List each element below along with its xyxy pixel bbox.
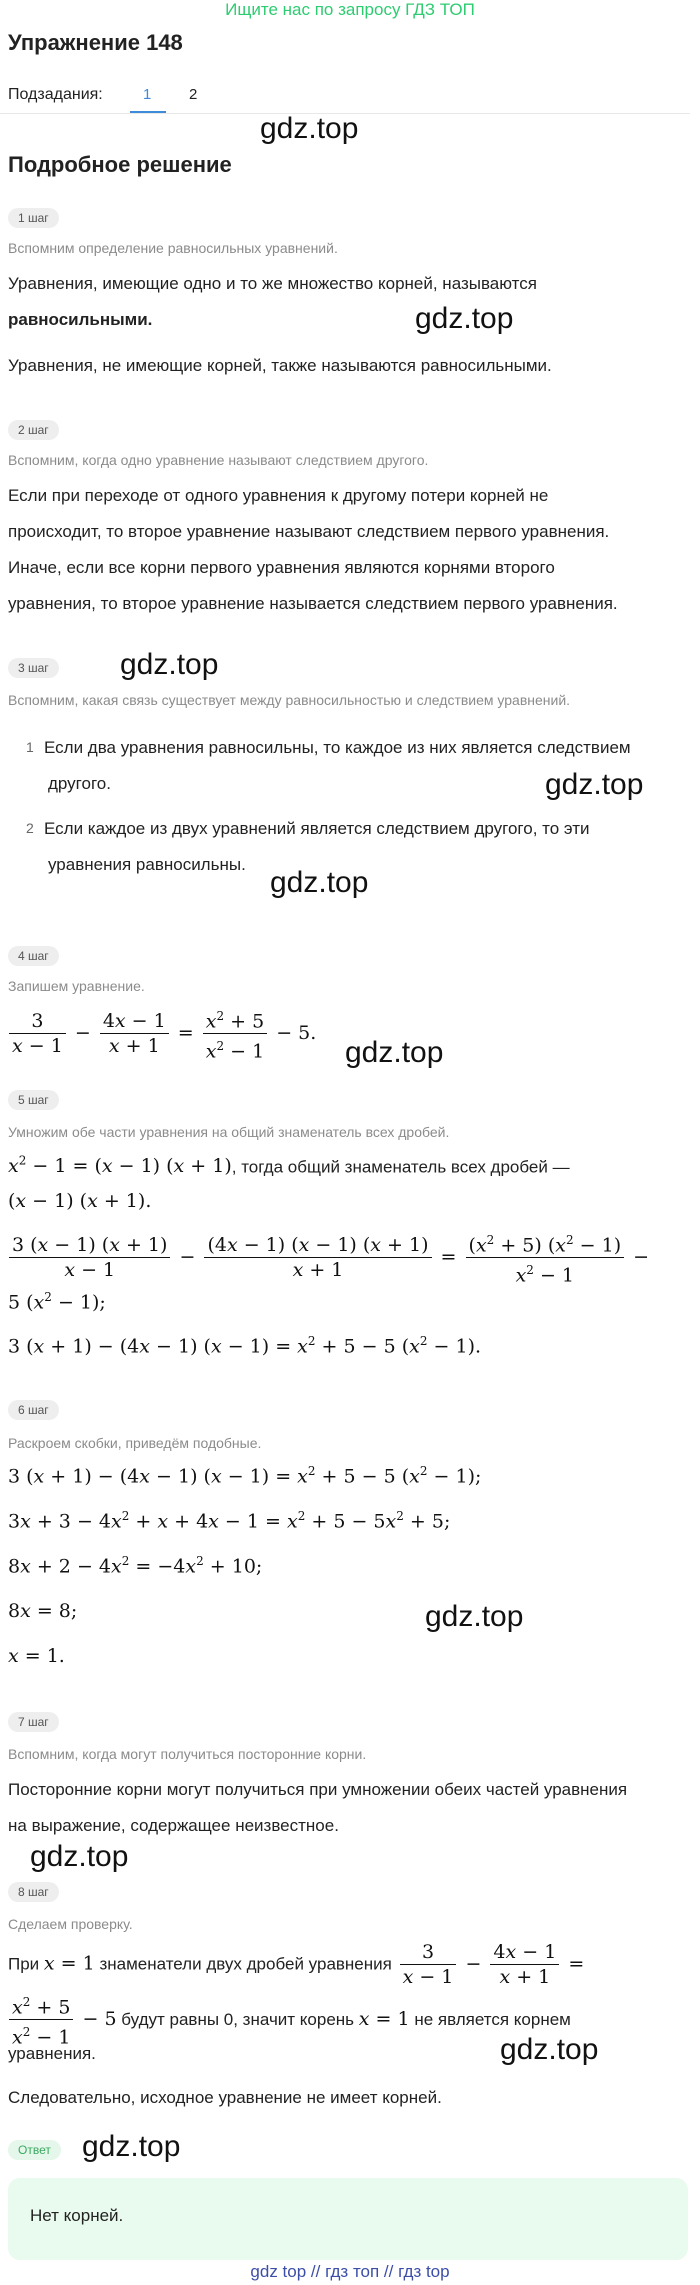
step-3-badge: 3 шаг — [8, 658, 59, 678]
watermark: gdz.top — [82, 2130, 181, 2163]
watermark: gdz.top — [120, 648, 219, 681]
math-line: $3x + 3 - 4x^2 + x + 4x - 1 = x^2 + 5 - 5x^2 + 5$; — [8, 1509, 451, 1533]
step-3-hint: Вспомним, какая связь существует между равносильностью и следствием уравнений. — [8, 692, 571, 708]
step-5-text: $x^2 - 1 = (x - 1) (x + 1)$, тогда общий знаменатель всех дробей — — [8, 1154, 570, 1178]
step-1-text: Уравнения, не имеющие корней, также называются равносильными. — [8, 356, 552, 375]
step-1-term: равносильными. — [8, 310, 153, 329]
math-line: 3 (x + 1) − (4x − 1) $(x - 1) = x^2 + 5 - 5$ $(x^2 - 1)$. — [8, 1334, 482, 1358]
watermark: gdz.top — [30, 1840, 129, 1873]
equation: $\frac{3}{x - 1}$ − $\frac{4x - 1}{x + 1}$ = $\frac{x^2 + 5}{x^2 - 1}$ − 5. — [6, 1004, 316, 1064]
step-7-text: на выражение, содержащее неизвестное. — [8, 1816, 339, 1835]
step-4-badge: 4 шаг — [8, 946, 59, 966]
list-item-number: 1 — [26, 739, 34, 755]
page-title: Упражнение 148 — [8, 30, 183, 55]
math-line: (x − 1) (x + 1). — [8, 1190, 152, 1212]
step-4-hint: Запишем уравнение. — [8, 978, 145, 994]
step-5-badge: 5 шаг — [8, 1090, 59, 1110]
step-6-badge: 6 шаг — [8, 1400, 59, 1420]
math-line: 3 (x + 1) − (4x − 1) $(x - 1) = x^2 + 5 - 5$ $(x^2 - 1)$; — [8, 1464, 482, 1488]
list-item-text: Если два уравнения равносильны, то каждое из них является следствием — [44, 738, 631, 757]
watermark: gdz.top — [345, 1036, 444, 1069]
step-8-text: уравнения. — [8, 2044, 96, 2063]
watermark: gdz.top — [415, 302, 514, 335]
step-7-text: Посторонние корни могут получиться при умножении обеих частей уравнения — [8, 1780, 628, 1799]
equation: $\frac{3 (x - 1) (x + 1)}{x - 1}$ − $\frac{(4x - 1) (x - 1) (x + 1)}{x + 1}$ = $\frac{(x^2 + 5) (x^2 - 1)}{x^2 - 1}$ − — [6, 1228, 649, 1288]
math-line: 5 $(x^2 - 1)$; — [8, 1290, 106, 1314]
watermark: gdz.top — [425, 1600, 524, 1633]
step-7-hint: Вспомним, когда могут получиться посторонние корни. — [8, 1746, 367, 1762]
tab-subtask-2[interactable]: 2 — [189, 86, 198, 103]
watermark: gdz.top — [260, 112, 359, 145]
math-line: $8x + 2 - 4x^2 = -4x^2 + 10$; — [8, 1554, 263, 1578]
answer-badge: Ответ — [8, 2140, 61, 2160]
watermark: gdz.top — [270, 866, 369, 899]
watermark: gdz.top — [500, 2033, 599, 2066]
check-line: $\frac{x^2 + 5}{x^2 - 1}$ − 5 будут равны 0, значит корень x = 1 не является корнем — [6, 1990, 571, 2050]
search-banner[interactable]: Ищите нас по запросу ГДЗ ТОП — [225, 0, 475, 19]
step-2-badge: 2 шаг — [8, 420, 59, 440]
list-item-text: другого. — [48, 774, 111, 793]
answer-text: Нет корней. — [30, 2206, 124, 2225]
step-2-text: происходит, то второе уравнение называют следствием первого уравнения. — [8, 522, 610, 541]
section-title: Подробное решение — [8, 152, 232, 177]
active-tab-indicator — [130, 111, 166, 113]
step-1-hint: Вспомним определение равносильных уравнений. — [8, 240, 338, 256]
list-item-text: Если каждое из двух уравнений является следствием другого, то эти — [44, 819, 590, 838]
math-line: 8x = 8; — [8, 1600, 78, 1622]
list-item-number: 2 — [26, 820, 34, 836]
step-1-badge: 1 шаг — [8, 208, 59, 228]
step-2-hint: Вспомним, когда одно уравнение называют следствием другого. — [8, 452, 429, 468]
step-6-hint: Раскроем скобки, приведём подобные. — [8, 1435, 262, 1451]
step-5-hint: Умножим обе части уравнения на общий знаменатель всех дробей. — [8, 1124, 450, 1140]
step-8-conclusion: Следовательно, исходное уравнение не имеет корней. — [8, 2088, 442, 2107]
list-item-text: уравнения равносильны. — [48, 855, 246, 874]
step-2-text: Если при переходе от одного уравнения к другому потери корней не — [8, 486, 549, 505]
check-line: При x = 1 знаменатели двух дробей уравнения $\frac{3}{x - 1}$ − $\frac{4x - 1}{x + 1}$ = — [8, 1941, 585, 1988]
tab-subtask-1[interactable]: 1 — [143, 86, 152, 103]
watermark: gdz.top — [545, 768, 644, 801]
step-2-text: уравнения, то второе уравнение называется следствием первого уравнения. — [8, 594, 618, 613]
footer-links[interactable]: gdz top // гдз топ // гдз top — [250, 2262, 450, 2281]
subtasks-label: Подзадания: — [8, 86, 103, 103]
step-1-text: Уравнения, имеющие одно и то же множество корней, называются — [8, 274, 537, 293]
step-7-badge: 7 шаг — [8, 1712, 59, 1732]
math-line: x = 1. — [8, 1645, 65, 1667]
step-8-hint: Сделаем проверку. — [8, 1916, 133, 1932]
step-2-text: Иначе, если все корни первого уравнения являются корнями второго — [8, 558, 555, 577]
step-8-badge: 8 шаг — [8, 1882, 59, 1902]
